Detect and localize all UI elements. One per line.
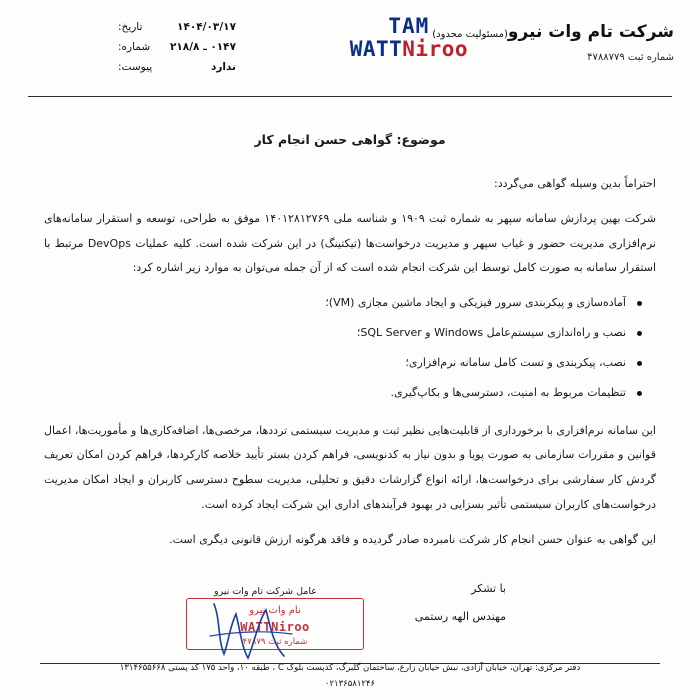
stamp-watt: WATT [240,620,272,634]
letter-paragraph-3: این گواهی به عنوان حسن انجام کار شرکت نامبرده صادر گردیده و فاقد هرگونه ارزش قانونی دیگری است. [169,532,656,546]
stamp-registration: شماره ثبت ۴۷۸۷۹ [242,637,308,647]
stamp-line-2 [187,618,363,636]
letterhead [0,0,700,96]
letter-paragraph-1: شرکت بهین پردازش سامانه سپهر به شماره ثبت ۱۹۰۹ و شناسه ملی ۱۴۰۱۲۸۱۲۷۶۹ موفق به طراحی، توسعه و استقرار سامانه‌های نرم‌افزاری مدیریت حضور و غیاب سپهر و مدیریت درخواست‌ها (تیکتینگ) در این شرکت شده است. کلیه عملیات DevOps مرتبط با استقرار سامانه به صورت کامل توسط این شرکت انجام شده است که از آن جمله می‌توان به موارد زیر اشاره کرد: [44,211,656,275]
logo-niroo: Niroo [402,37,468,61]
letter-meta [118,18,236,78]
company-name-text: شرکت تام وات نیرو [507,22,674,42]
signature-role: عامل شرکت تام وات نیرو [214,586,317,597]
list-item: تنظیمات مربوط به امنیت، دسترسی‌ها و بکاپ‌گیری. [44,381,642,404]
meta-label-number: شماره: [118,40,151,53]
company-name [432,22,674,42]
meta-label-date: تاریخ: [118,21,143,33]
list-item: آماده‌سازی و پیکربندی سرور فیزیکی و ایجاد ماشین مجازی (VM)؛ [44,291,642,314]
logo-watt: WATT [349,37,403,61]
company-name-suffix: (مسئولیت محدود) [432,29,508,40]
letter-salutation: احتراماً بدین وسیله گواهی می‌گردد: [493,177,656,191]
list-item: نصب، پیکربندی و تست کامل سامانه نرم‌افزاری؛ [44,351,642,374]
letter-paragraph-2: این سامانه نرم‌افزاری با برخورداری از قابلیت‌هایی نظیر ثبت و مدیریت سیستمی ترددها، مرخصی‌ها، اضافه‌کاری‌ها و مأموریت‌ها، اعمال قوانین و مقررات سازمانی به صورت پویا و بدون نیاز به کدنویسی، فراهم کردن بستر تأیید خلاصه کارکردها، فراهم کردن امکان تعریف گردش کار سفارشی برای درخواست‌ها، ارائه انواع گزارشات دقیق و تحلیلی، مدیریت سطوح دسترسی کاربران و ایجاد امکان مدیریت درخواست‌های کاربران سیستمی تأثیر بسزایی در بهبود فرآیندهای اداری این شرکت ایجاد کرده است. [44,423,656,511]
meta-value-attachment: ندارد [210,60,236,73]
letter-body [0,96,700,628]
letter-bullet-list [44,291,656,404]
footer-address: دفتر مرکزی: تهران، خیابان آزادی، نبش خیابان زارع، ساختمان گلبرگ، کدپست بلوک C ، طبقه ۱۰، واحد ۱۷۵ کد پستی ۱۳۱۴۶۵۵۶۶۸ [119,662,581,673]
header-divider [28,96,672,97]
meta-label-attachment: پیوست: [118,60,153,73]
meta-row-number [118,38,236,58]
stamp-line-1: نام وات نیرو [249,605,301,616]
company-stamp [186,598,364,650]
meta-row-attachment [118,58,236,78]
signature-thanks: با تشکر [471,582,506,596]
meta-value-date: ۱۴۰۴/۰۳/۱۷ [177,21,236,33]
footer [0,660,700,692]
letter-subject: موضوع: گواهی حسن انجام کار [254,132,446,147]
registration-number: شماره ثبت ۴۷۸۸۷۷۹ [587,52,674,63]
meta-value-number: ۰۱۴۷ ـ ۲۱۸/۸ [169,40,236,53]
logo-line-1: TAM [388,14,430,38]
logo-line-2 [350,39,468,60]
footer-phone: ۰۲۱۳۶۵۸۱۲۴۶ [324,678,376,689]
company-logo [350,16,468,60]
signature-name: مهندس الهه رستمی [414,610,506,624]
list-item: نصب و راه‌اندازی سیستم‌عامل Windows و SQL Server؛ [44,321,642,344]
stamp-niroo: Niroo [271,620,310,634]
meta-row-date [118,18,236,38]
company-identity [432,22,674,63]
